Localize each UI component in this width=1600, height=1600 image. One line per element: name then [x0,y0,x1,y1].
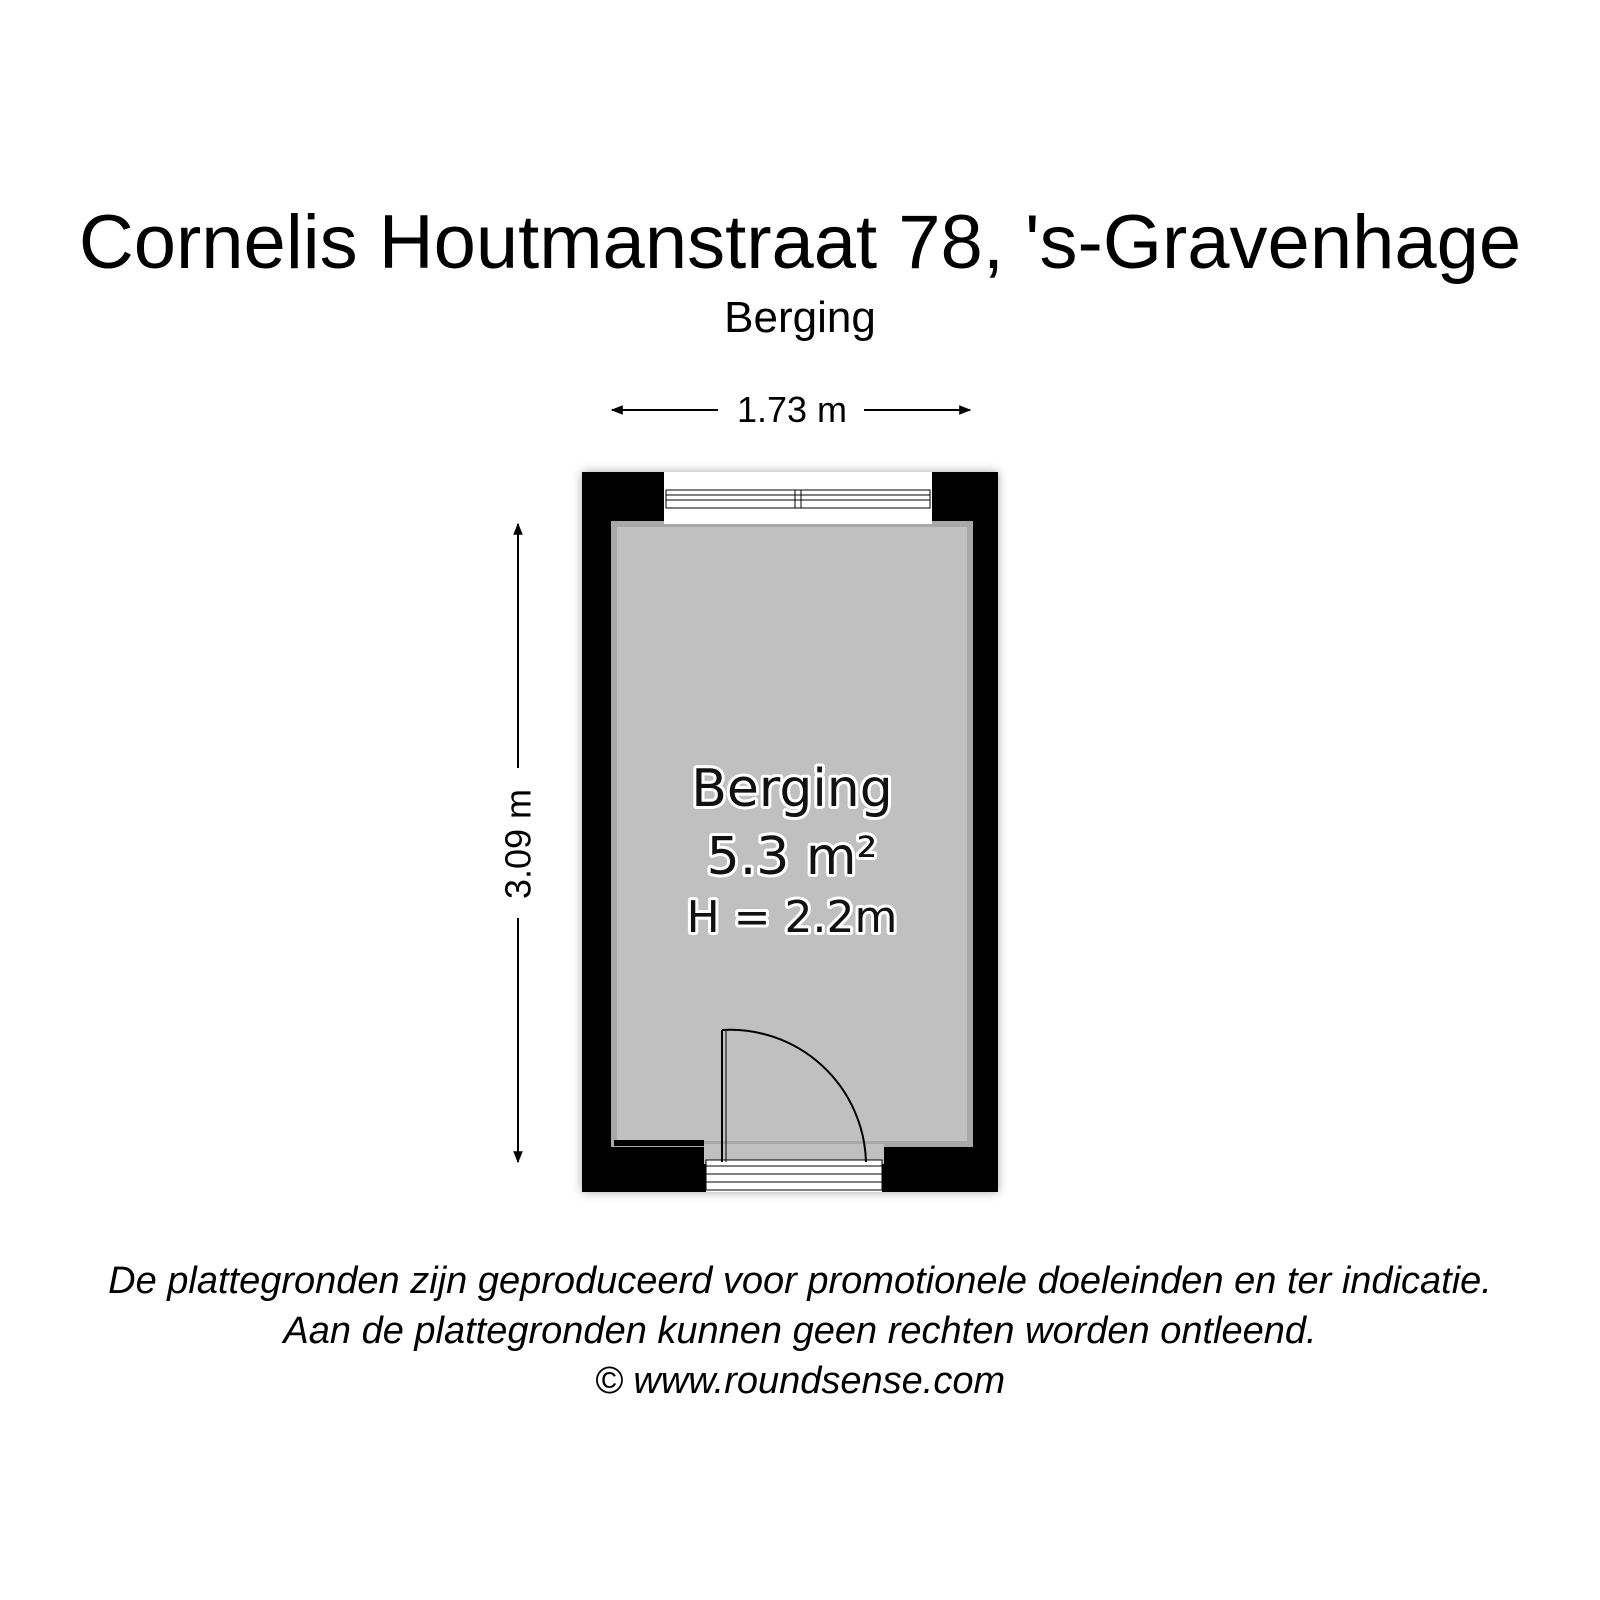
disclaimer-line-1: De plattegronden zijn geproduceerd voor promotionele doeleinden en ter indicatie. [108,1260,1492,1302]
plan-title: Cornelis Houtmanstraat 78, 's-Gravenhage [78,200,1522,285]
room-height: H = 2.2m [686,892,898,943]
plan-subtitle: Berging [724,293,876,342]
height-dimension [498,524,539,1162]
copyright-notice: © www.roundsense.com [594,1360,1006,1402]
room-name: Berging [691,759,893,819]
width-dimension-label: 1.73 m [736,389,848,430]
window [664,472,932,524]
height-dimension-label: 3.09 m [497,788,539,900]
room-area: 5.3 m² [706,827,878,887]
disclaimer-line-2: Aan de plattegronden kunnen geen rechten worden ontleend. [283,1310,1317,1352]
width-dimension [612,389,970,430]
disclaimer [0,1256,1600,1406]
